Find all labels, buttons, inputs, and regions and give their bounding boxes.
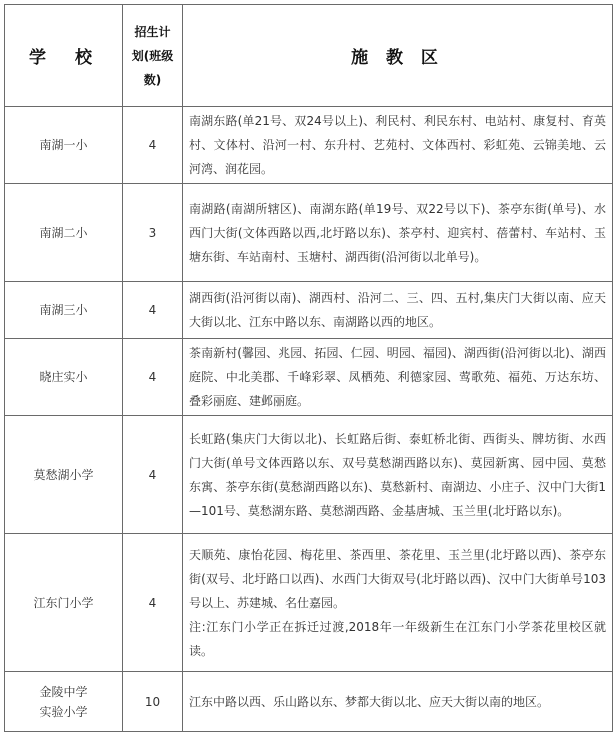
district-area: 长虹路(集庆门大街以北)、长虹路后街、泰虹桥北街、西街头、牌坊街、水西门大街(单号文体西路以东、双号莫愁湖西路以东)、莫园新寓、园中园、莫愁东寓、茶亭东街(莫愁湖西路以东)、莫愁新村、南湖边、小庄子、汉中门大街1—101号、莫愁湖东路、莫愁湖西路、金基唐城、玉兰里(北圩路以东)。 <box>183 416 613 534</box>
school-name: 南湖三小 <box>5 282 123 339</box>
quota-value: 10 <box>123 672 183 732</box>
school-name <box>5 672 123 732</box>
table-row <box>5 184 613 282</box>
district-area: 南湖路(南湖所辖区)、南湖东路(单19号、双22号以下)、茶亭东街(单号)、水西门大街(文体西路以西,北圩路以东)、茶亭村、迎宾村、蓓蕾村、车站村、玉塘东街、车站南村、玉塘村、湖西街(沿河街以北单号)。 <box>183 184 613 282</box>
school-name: 江东门小学 <box>5 534 123 672</box>
table-row <box>5 534 613 672</box>
table-row <box>5 416 613 534</box>
quota-value: 4 <box>123 282 183 339</box>
school-name-line: 金陵中学 <box>39 684 88 699</box>
table-header-row <box>5 5 613 107</box>
table-row <box>5 282 613 339</box>
school-name: 南湖一小 <box>5 107 123 184</box>
header-quota-line: 数) <box>143 72 162 87</box>
district-note: 注:江东门小学正在拆迁过渡,2018年一年级新生在江东门小学茶花里校区就读。 <box>189 619 606 658</box>
quota-value: 3 <box>123 184 183 282</box>
district-area: 江东中路以西、乐山路以东、梦都大街以北、应天大街以南的地区。 <box>183 672 613 732</box>
district-area: 湖西街(沿河街以南)、湖西村、沿河二、三、四、五村,集庆门大街以南、应天大街以北、江东中路以东、南湖路以西的地区。 <box>183 282 613 339</box>
district-area: 茶南新村(馨园、兆园、拓园、仁园、明园、福园)、湖西街(沿河街以北)、湖西庭院、中北美郡、千峰彩翠、凤栖苑、利德家园、莺歌苑、福苑、万达东坊、叠彩丽庭、建邺丽庭。 <box>183 339 613 416</box>
enrollment-table-sheet <box>4 4 612 732</box>
header-quota-line: 招生计 <box>134 24 171 39</box>
table-row <box>5 672 613 732</box>
school-district-table <box>4 4 613 732</box>
quota-value: 4 <box>123 534 183 672</box>
school-name: 晓庄实小 <box>5 339 123 416</box>
table-row <box>5 107 613 184</box>
quota-value: 4 <box>123 416 183 534</box>
header-quota-line: 划(班级 <box>131 48 174 63</box>
quota-value: 4 <box>123 107 183 184</box>
table-row <box>5 339 613 416</box>
school-name-line: 实验小学 <box>39 704 88 719</box>
header-area: 施 教 区 <box>183 5 613 107</box>
quota-value: 4 <box>123 339 183 416</box>
school-name: 南湖二小 <box>5 184 123 282</box>
header-school: 学 校 <box>5 5 123 107</box>
header-quota <box>123 5 183 107</box>
district-area: 南湖东路(单21号、双24号以上)、利民村、利民东村、电站村、康复村、育英村、文体村、沿河一村、东升村、艺苑村、文体西村、彩虹苑、云锦美地、云河湾、润花园。 <box>183 107 613 184</box>
district-area-text: 天顺苑、康怡花园、梅花里、茶西里、茶花里、玉兰里(北圩路以西)、茶亭东街(双号、北圩路口以西)、水西门大街双号(北圩路以西)、汉中门大街单号103号以上、苏建城、名仕嘉园。 <box>189 547 606 610</box>
district-area <box>183 534 613 672</box>
school-name: 莫愁湖小学 <box>5 416 123 534</box>
